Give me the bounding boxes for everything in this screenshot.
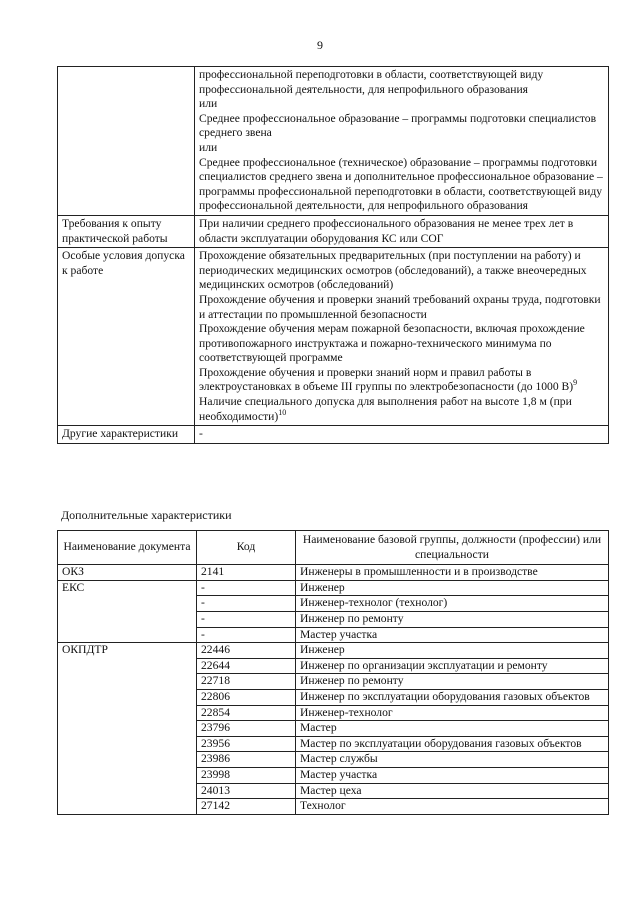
condition-electrical-text: Прохождение обучения и проверки знаний норм и правил работы в электроустановках в объеме III группы по электробезопасности (до 1000 В) [199,365,574,394]
empty-label-cell [58,67,195,216]
table-row [58,67,609,216]
occupation-cell: Инженер [296,580,609,596]
code-cell: 22806 [197,689,296,705]
header-code: Код [197,531,296,565]
code-cell: - [197,580,296,596]
table-row [58,248,609,426]
table-row [58,215,609,247]
education-or: или [199,97,218,111]
occupation-cell: Инженер [296,643,609,659]
document-cell: ОКЗ [58,565,197,581]
occupation-cell: Мастер по эксплуатации оборудования газовых объектов [296,736,609,752]
additional-characteristics-table [57,530,609,815]
table-row [58,565,609,581]
code-cell: 23796 [197,721,296,737]
occupation-cell: Инженер по ремонту [296,674,609,690]
occupation-cell: Мастер службы [296,752,609,768]
code-cell: 22644 [197,658,296,674]
other-value: - [195,426,609,444]
header-row [58,531,609,565]
table-row [58,643,609,659]
table-body [58,565,609,815]
code-cell: 22446 [197,643,296,659]
occupation-cell: Мастер цеха [296,783,609,799]
conditions-label: Особые условия допуска к работе [58,248,195,426]
occupation-cell: Инженеры в промышленности и в производстве [296,565,609,581]
occupation-cell: Инженер по ремонту [296,611,609,627]
section-title: Дополнительные характеристики [61,508,232,522]
code-cell: 24013 [197,783,296,799]
occupation-cell: Инженер-технолог (технолог) [296,596,609,612]
header-name: Наименование базовой группы, должности (профессии) или специальности [296,531,609,565]
footnote-marker: 10 [278,407,287,417]
page-number: 9 [317,38,323,52]
experience-label: Требования к опыту практической работы [58,215,195,247]
code-cell: - [197,627,296,643]
code-cell: - [197,611,296,627]
requirements-table [57,66,609,444]
occupation-cell: Мастер [296,721,609,737]
education-text: Среднее профессиональное образование – программы подготовки специалистов среднего звена [199,111,597,140]
occupation-cell: Мастер участка [296,627,609,643]
code-cell: 22718 [197,674,296,690]
document-cell: ОКПДТР [58,643,197,815]
code-cell: 22854 [197,705,296,721]
conditions-cell [195,248,609,426]
condition-item: Прохождение обязательных предварительных (при поступлении на работу) и периодических медицинских осмотров (обследований), а также внеочередных медицинских осмотров (обследований) [199,249,587,292]
occupation-cell: Инженер-технолог [296,705,609,721]
experience-value: При наличии среднего профессионального образования не менее трех лет в области эксплуатации оборудования КС или СОГ [195,215,609,247]
header-document: Наименование документа [58,531,197,565]
code-cell: 23998 [197,767,296,783]
condition-item: Прохождение обучения мерам пожарной безопасности, включая прохождение противопожарного инструктажа и пожарно-технического минимума по соответствующей программе [199,322,585,365]
code-cell: 27142 [197,799,296,815]
other-label: Другие характеристики [58,426,195,444]
code-cell: 2141 [197,565,296,581]
table-row [58,426,609,444]
occupation-cell: Инженер по эксплуатации оборудования газовых объектов [296,689,609,705]
document-cell: ЕКС [58,580,197,642]
code-cell: 23956 [197,736,296,752]
condition-item: Прохождение обучения и проверки знаний требований охраны труда, подготовки и аттестации по промышленной безопасности [199,292,601,321]
condition-item [199,366,604,395]
footnote-marker: 9 [573,378,578,388]
code-cell: 23986 [197,752,296,768]
code-cell: - [197,596,296,612]
education-text: профессиональной переподготовки в области, соответствующей виду профессиональной деятельности, для непрофильного образования [199,68,544,96]
education-continued-cell [195,67,609,216]
condition-height-text: Наличие специального допуска для выполнения работ на высоте 1,8 м (при необходимости) [199,395,572,423]
education-text: Среднее профессиональное (техническое) образование – программы подготовки специалистов среднего звена и дополнительное профессиональное образование – программы профессиональной переподготовки в области, соответствующей виду профессиональной деятельности, для непрофильного образования [199,155,603,213]
condition-item [199,395,604,424]
occupation-cell: Технолог [296,799,609,815]
occupation-cell: Инженер по организации эксплуатации и ремонту [296,658,609,674]
education-or: или [199,140,218,154]
occupation-cell: Мастер участка [296,767,609,783]
table-row [58,580,609,596]
